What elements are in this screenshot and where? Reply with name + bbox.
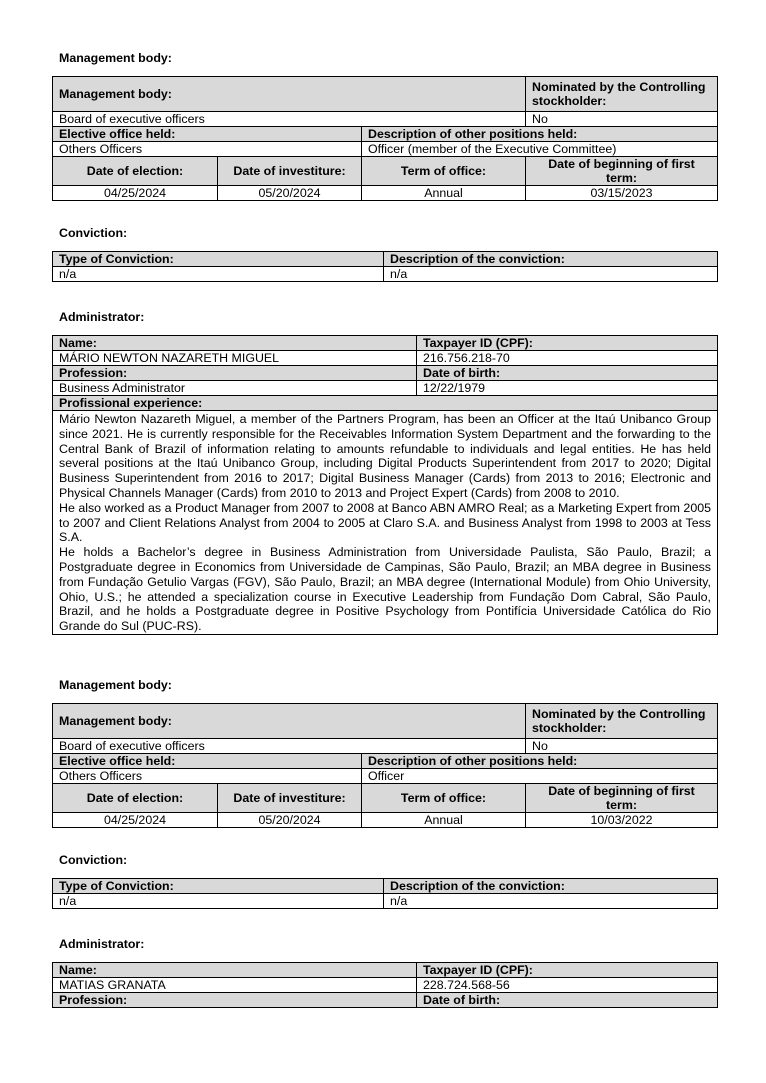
administrator-table bbox=[52, 962, 718, 1008]
management-body-value: Board of executive officers bbox=[53, 739, 526, 754]
term-office-value: Annual bbox=[362, 813, 526, 828]
name-value: MÁRIO NEWTON NAZARETH MIGUEL bbox=[53, 351, 417, 366]
administrator-section-heading: Administrator: bbox=[59, 937, 145, 951]
other-positions-value: Officer bbox=[362, 769, 718, 784]
taxpayer-id-value: 216.756.218-70 bbox=[417, 351, 718, 366]
conviction-section-heading: Conviction: bbox=[59, 226, 128, 240]
management-section-heading: Management body: bbox=[59, 51, 172, 65]
profession-value: Business Administrator bbox=[53, 381, 417, 396]
term-office-value: Annual bbox=[362, 186, 526, 201]
date-investiture-value: 05/20/2024 bbox=[218, 813, 362, 828]
date-election-value: 04/25/2024 bbox=[53, 813, 218, 828]
management-body-label: Management body: bbox=[53, 704, 526, 739]
management-section-heading: Management body: bbox=[59, 678, 172, 692]
date-first-term-value: 10/03/2022 bbox=[526, 813, 718, 828]
date-election-label: Date of election: bbox=[53, 157, 218, 186]
date-first-term-label: Date of beginning of first term: bbox=[526, 784, 718, 813]
desc-conviction-value: n/a bbox=[384, 894, 718, 909]
type-conviction-label: Type of Conviction: bbox=[53, 879, 384, 894]
conviction-section-heading: Conviction: bbox=[59, 853, 128, 867]
management-body-table bbox=[52, 703, 718, 828]
desc-conviction-value: n/a bbox=[384, 267, 718, 282]
experience-paragraph: He also worked as a Product Manager from 2007 to 2008 at Banco ABN AMRO Real; as a Marketing Expert from 2005 to 2007 and Client Relations Analyst from 2004 to 2005 at Claro S.A. and Business Analyst from 1998 to 2003 at Tess S.A. bbox=[59, 500, 711, 545]
management-body-value: Board of executive officers bbox=[53, 112, 526, 127]
date-birth-label: Date of birth: bbox=[417, 993, 718, 1008]
term-office-label: Term of office: bbox=[362, 784, 526, 813]
term-office-label: Term of office: bbox=[362, 157, 526, 186]
elective-office-value: Others Officers bbox=[53, 142, 362, 157]
conviction-table bbox=[52, 878, 718, 909]
profession-label: Profession: bbox=[53, 993, 417, 1008]
elective-office-label: Elective office held: bbox=[53, 127, 362, 142]
taxpayer-id-value: 228.724.568-56 bbox=[417, 978, 718, 993]
name-label: Name: bbox=[53, 336, 417, 351]
taxpayer-id-label: Taxpayer ID (CPF): bbox=[417, 963, 718, 978]
date-first-term-value: 03/15/2023 bbox=[526, 186, 718, 201]
date-election-label: Date of election: bbox=[53, 784, 218, 813]
date-birth-value: 12/22/1979 bbox=[417, 381, 718, 396]
date-investiture-label: Date of investiture: bbox=[218, 784, 362, 813]
experience-paragraph: He holds a Bachelor’s degree in Business Administration from Universidade Paulista, São Paulo, Brazil; a Postgraduate degree in Economics from Universidade de Campinas, São Paulo, Brazil; an MBA degree in Business from Fundação Getulio Vargas (FGV), São Paulo, Brazil; an MBA degree (International Module) from Ohio University, Ohio, U.S.; he attended a specialization course in Executive Leadership from Fundação Dom Cabral, São Paulo, Brazil, and he holds a Postgraduate degree in Positive Psychology from Pontifícia Universidade Católica do Rio Grande do Sul (PUC-RS). bbox=[59, 545, 711, 634]
nominated-label: Nominated by the Controlling stockholder: bbox=[526, 704, 718, 739]
type-conviction-label: Type of Conviction: bbox=[53, 252, 384, 267]
other-positions-label: Description of other positions held: bbox=[362, 754, 718, 769]
professional-experience-text bbox=[53, 411, 718, 635]
date-investiture-label: Date of investiture: bbox=[218, 157, 362, 186]
nominated-value: No bbox=[526, 112, 718, 127]
name-value: MATIAS GRANATA bbox=[53, 978, 417, 993]
conviction-table bbox=[52, 251, 718, 282]
nominated-label: Nominated by the Controlling stockholder: bbox=[526, 77, 718, 112]
profession-label: Profession: bbox=[53, 366, 417, 381]
elective-office-label: Elective office held: bbox=[53, 754, 362, 769]
professional-experience-label: Profissional experience: bbox=[53, 396, 718, 411]
type-conviction-value: n/a bbox=[53, 894, 384, 909]
date-investiture-value: 05/20/2024 bbox=[218, 186, 362, 201]
desc-conviction-label: Description of the conviction: bbox=[384, 252, 718, 267]
nominated-value: No bbox=[526, 739, 718, 754]
other-positions-label: Description of other positions held: bbox=[362, 127, 718, 142]
elective-office-value: Others Officers bbox=[53, 769, 362, 784]
date-first-term-label: Date of beginning of first term: bbox=[526, 157, 718, 186]
date-birth-label: Date of birth: bbox=[417, 366, 718, 381]
experience-paragraph: Mário Newton Nazareth Miguel, a member of the Partners Program, has been an Officer at the Itaú Unibanco Group since 2021. He is currently responsible for the Receivables Information System Department and the forwarding to the Central Bank of Brazil of information relating to amounts refundable to individuals and legal entities. He has held several positions at the Itaú Unibanco Group, including Digital Products Superintendent from 2017 to 2020; Digital Business Superintendent from 2016 to 2017; Digital Business Manager (Cards) from 2013 to 2016; Electronic and Physical Channels Manager (Cards) from 2010 to 2013 and Project Expert (Cards) from 2008 to 2010. bbox=[59, 412, 711, 500]
administrator-section-heading: Administrator: bbox=[59, 310, 145, 324]
desc-conviction-label: Description of the conviction: bbox=[384, 879, 718, 894]
date-election-value: 04/25/2024 bbox=[53, 186, 218, 201]
administrator-table bbox=[52, 335, 718, 635]
management-body-label: Management body: bbox=[53, 77, 526, 112]
other-positions-value: Officer (member of the Executive Committee) bbox=[362, 142, 718, 157]
taxpayer-id-label: Taxpayer ID (CPF): bbox=[417, 336, 718, 351]
management-body-table bbox=[52, 76, 718, 201]
name-label: Name: bbox=[53, 963, 417, 978]
type-conviction-value: n/a bbox=[53, 267, 384, 282]
